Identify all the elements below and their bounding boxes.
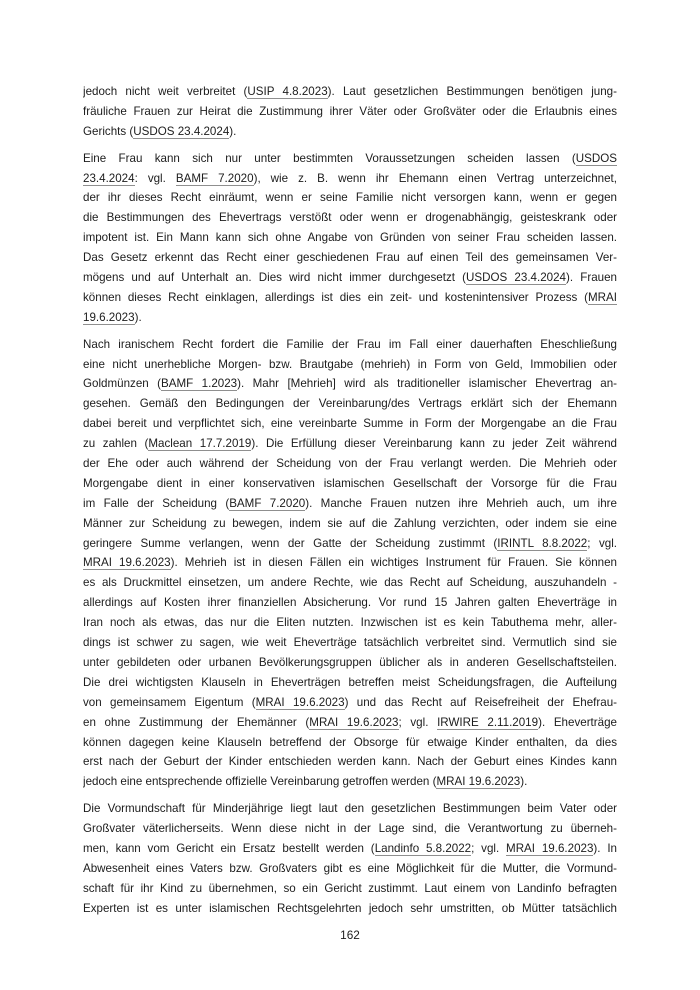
- text-segment: ; vgl.: [398, 715, 438, 729]
- text-line: [83, 308, 617, 328]
- text-segment: erst nach der Geburt der Kinder entschieden werden kann. Nach der Geburt eines Kindes kann: [83, 755, 617, 769]
- paragraph: [83, 149, 617, 328]
- text-segment: ). Mehrieh ist in diesen Fällen ein wichtiges Instrument für Frauen. Sie können: [170, 556, 617, 570]
- text-segment: Eine Frau kann sich nur unter bestimmten Voraussetzungen scheiden lassen (: [83, 151, 576, 165]
- paragraph: [83, 82, 617, 142]
- text-line: [83, 454, 617, 474]
- text-line: [83, 899, 617, 919]
- text-segment: es als Druckmittel einsetzen, um andere Rechte, wie das Recht auf Scheidung, auszuhandeln -: [83, 576, 617, 590]
- text-segment: en ohne Zustimmung der Ehemänner (: [83, 715, 310, 729]
- citation-link[interactable]: 19.6.2023: [83, 310, 135, 324]
- text-line: [83, 573, 617, 593]
- citation-link[interactable]: BAMF 7.2020: [229, 496, 306, 510]
- text-segment: Die Vormundschaft für Minderjährige liegt laut den gesetzlichen Bestimmungen beim Vater oder: [83, 802, 617, 816]
- citation-link[interactable]: Maclean 17.7.2019: [148, 437, 252, 451]
- paragraph: [83, 335, 617, 792]
- text-segment: men, kann vom Gericht ein Ersatz bestellt werden (: [83, 841, 375, 855]
- text-segment: können dieses Recht einklagen, allerdings ist dies ein zeit- und kostenintensiver Prozess (: [83, 290, 589, 304]
- text-segment: Goldmünzen (: [83, 377, 162, 391]
- citation-link[interactable]: Landinfo 5.8.2022: [374, 841, 472, 855]
- citation-link[interactable]: USDOS 23.4.2024: [466, 271, 566, 285]
- citation-link[interactable]: MRAI: [588, 290, 617, 304]
- text-segment: ; vgl.: [587, 536, 617, 550]
- text-line: [83, 514, 617, 534]
- text-line: [83, 799, 617, 819]
- text-line: [83, 673, 617, 693]
- text-segment: Nach iranischem Recht fordert die Familie der Frau im Fall einer dauerhaften Eheschließung: [83, 337, 617, 351]
- text-line: [83, 268, 617, 288]
- text-line: [83, 839, 617, 859]
- page-content: [83, 82, 617, 926]
- text-segment: ). Laut gesetzlichen Bestimmungen benötigen jung-: [327, 85, 617, 98]
- citation-link[interactable]: 23.4.2024: [83, 171, 135, 185]
- text-line: [83, 772, 617, 792]
- text-segment: eine nicht unerhebliche Morgen- bzw. Brautgabe (mehrieh) in Form von Geld, Immobilien oder: [83, 357, 617, 371]
- text-segment: ).: [229, 124, 237, 138]
- citation-link[interactable]: MRAI 19.6.2023: [309, 715, 399, 729]
- text-line: [83, 188, 617, 208]
- text-segment: : vgl.: [134, 171, 176, 185]
- text-line: [83, 733, 617, 753]
- text-segment: Abwesenheit eines Vaters bzw. Großvaters gibt es eine Möglichkeit für die Mutter, die Vormund-: [83, 861, 617, 875]
- text-segment: jedoch nicht weit verbreitet (: [83, 85, 248, 98]
- text-line: [83, 169, 617, 189]
- text-line: [83, 288, 617, 308]
- text-segment: im Falle der Scheidung (: [83, 496, 230, 510]
- citation-link[interactable]: MRAI 19.6.2023: [255, 695, 345, 709]
- text-line: [83, 414, 617, 434]
- text-line: [83, 494, 617, 514]
- text-line: [83, 208, 617, 228]
- text-line: [83, 553, 617, 573]
- citation-link[interactable]: USDOS 23.4.2024: [133, 124, 230, 138]
- text-line: [83, 355, 617, 375]
- text-line: [83, 713, 617, 733]
- text-segment: ). Frauen: [566, 271, 617, 285]
- text-segment: ). Mahr [Mehrieh] wird als traditioneller islamischer Ehevertrag an-: [237, 377, 617, 391]
- text-segment: allerdings auf Kosten ihrer finanziellen Absicherung. Vor rund 15 Jahren galten Eheverträge in: [83, 596, 617, 610]
- citation-link[interactable]: MRAI 19.6.2023: [83, 556, 171, 570]
- text-line: [83, 474, 617, 494]
- text-segment: Männer zur Scheidung zu bewegen, indem sie auf die Zahlung verzichten, oder indem sie eine: [83, 516, 617, 530]
- text-line: [83, 653, 617, 673]
- text-line: [83, 859, 617, 879]
- text-line: [83, 374, 617, 394]
- text-segment: Gerichts (: [83, 124, 134, 138]
- text-segment: Großvater väterlicherseits. Wenn diese nicht in der Lage sind, die Verantwortung zu überneh-: [83, 822, 617, 836]
- text-segment: fräuliche Frauen zur Heirat die Zustimmung ihrer Väter oder Großväter oder die Erlaubnis eines: [83, 104, 617, 118]
- text-segment: gesehen. Gemäß den Bedingungen der Vereinbarung/des Vertrags erklärt sich der Ehemann: [83, 397, 617, 411]
- text-segment: ). Eheverträge: [538, 715, 617, 729]
- text-segment: ), wie z. B. wenn ihr Ehemann einen Vertrag unterzeichnet,: [253, 171, 617, 185]
- text-line: [83, 593, 617, 613]
- text-segment: Morgengabe dient in einer konservativen islamischen Gesellschaft der Vorsorge für die Frau: [83, 476, 617, 490]
- citation-link[interactable]: BAMF 1.2023: [161, 377, 238, 391]
- text-line: [83, 102, 617, 122]
- text-segment: dabei bereit und verpflichtet sich, eine vereinbarte Summe in Form der Morgengabe an die Frau: [83, 417, 617, 431]
- text-line: [83, 434, 617, 454]
- text-line: [83, 248, 617, 268]
- text-segment: dings ist schwer zu sagen, wie weit Eheverträge tatsächlich verbreitet sind. Vermutlich sind sie: [83, 636, 617, 650]
- text-line: [83, 228, 617, 248]
- text-line: [83, 693, 617, 713]
- text-line: [83, 335, 617, 355]
- citation-link[interactable]: USDOS: [575, 151, 617, 165]
- text-line: [83, 394, 617, 414]
- citation-link[interactable]: IRINTL 8.8.2022: [497, 536, 588, 550]
- text-segment: schaft für ihr Kind zu übernehmen, so ein Gericht zustimmt. Laut einem von Landinfo befragten: [83, 881, 617, 895]
- text-segment: Die drei wichtigsten Klauseln in Eheverträgen betreffen meist Scheidungsfragen, die Aufteilung: [83, 675, 617, 689]
- text-line: [83, 82, 617, 102]
- citation-link[interactable]: MRAI 19.6.2023: [506, 841, 594, 855]
- text-segment: ).: [520, 775, 528, 789]
- text-line: [83, 752, 617, 772]
- text-segment: Iran noch als etwas, das nur die Eliten nutzten. Inzwischen ist es kein Tabuthema mehr, aller-: [83, 616, 617, 630]
- text-segment: können dagegen keine Klauseln betreffend der Obsorge für etwaige Kinder enthalten, da dies: [83, 735, 617, 749]
- text-line: [83, 879, 617, 899]
- text-segment: ). Manche Frauen nutzen ihre Mehrieh auch, um ihre: [305, 496, 617, 510]
- text-segment: von gemeinsamem Eigentum (: [83, 695, 256, 709]
- text-segment: geringere Summe verlangen, wenn der Gatte der Scheidung zustimmt (: [83, 536, 498, 550]
- text-segment: ).: [134, 310, 142, 324]
- text-segment: jedoch eine entsprechende offizielle Vereinbarung getroffen werden (: [83, 775, 437, 789]
- text-line: [83, 149, 617, 169]
- citation-link[interactable]: IRWIRE 2.11.2019: [437, 715, 539, 729]
- text-segment: ). Die Erfüllung dieser Vereinbarung kann zu jeder Zeit während: [251, 437, 617, 451]
- text-line: [83, 613, 617, 633]
- text-segment: Experten ist es unter islamischen Rechtsgelehrten jedoch sehr umstritten, ob Mütter tatsächlich: [83, 901, 617, 915]
- text-segment: der Ehe oder auch während der Scheidung von der Frau verlangt werden. Die Mehrieh oder: [83, 457, 617, 471]
- citation-link[interactable]: BAMF 7.2020: [175, 171, 254, 185]
- text-segment: ; vgl.: [471, 841, 507, 855]
- text-line: [83, 633, 617, 653]
- page-number: 162: [340, 928, 360, 942]
- text-line: [83, 122, 617, 142]
- paragraph: [83, 799, 617, 918]
- text-segment: Das Gesetz erkennt das Recht einer geschiedenen Frau auf einen Teil des gemeinsamen Ver-: [83, 251, 617, 265]
- text-segment: ) und das Recht auf Reisefreiheit der Ehefrau-: [344, 695, 617, 709]
- text-segment: ). In: [593, 841, 617, 855]
- text-segment: impotent ist. Ein Mann kann sich ohne Angabe von Gründen von seiner Frau scheiden lassen.: [83, 231, 617, 245]
- text-segment: der ihr dieses Recht einräumt, wenn er seine Familie nicht versorgen kann, wenn er gegen: [83, 191, 617, 205]
- text-line: [83, 819, 617, 839]
- citation-link[interactable]: MRAI 19.6.2023: [436, 775, 521, 789]
- text-line: [83, 534, 617, 554]
- text-segment: zu zahlen (: [83, 437, 149, 451]
- text-segment: mögens und auf Unterhalt an. Dies wird nicht immer durchgesetzt (: [83, 271, 467, 285]
- text-segment: die Bestimmungen des Ehevertrags verstößt oder wenn er drogenabhängig, geisteskrank oder: [83, 211, 617, 225]
- citation-link[interactable]: USIP 4.8.2023: [247, 85, 328, 98]
- text-segment: unter gebildeten oder urbanen Bevölkerungsgruppen üblicher als in anderen Gesellschaftsteilen.: [83, 655, 617, 669]
